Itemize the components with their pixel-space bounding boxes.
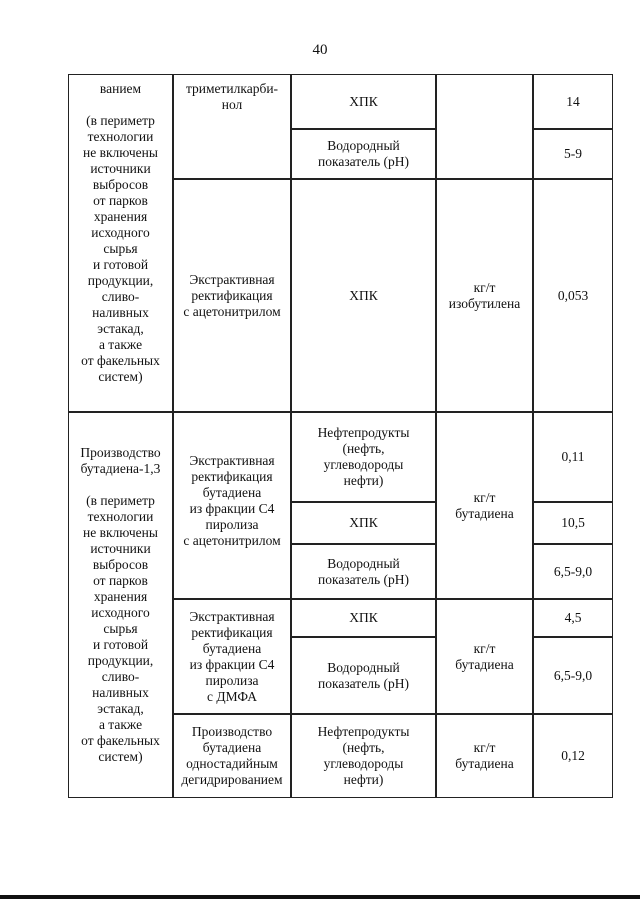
value-label: 6,5-9,0 xyxy=(553,667,593,683)
value-cell xyxy=(533,599,613,637)
unit-cell xyxy=(436,179,533,412)
pollutant-label: ХПК xyxy=(349,515,378,530)
pollutant-label: Нефтепродукты (нефть, углеводороды нефти) xyxy=(317,724,410,787)
process-cell-continued xyxy=(68,74,173,412)
technology-cell xyxy=(173,74,291,179)
value-cell xyxy=(533,74,613,129)
value-label: 4,5 xyxy=(564,610,582,625)
pollutant-cell xyxy=(291,74,436,129)
value-label: 5-9 xyxy=(564,146,582,161)
process-label: Производство бутадиена-1,3 (в периметр технологии не включены источники выбросов от парков хранения исходного сырья и готовой продукции, сливо- наливных эстакад, а также от факельных систем) xyxy=(80,445,161,764)
process-cell-butadiene xyxy=(68,412,173,798)
pollutant-cell xyxy=(291,599,436,637)
technology-cell xyxy=(173,179,291,412)
value-cell xyxy=(533,129,613,179)
pollutant-label: Нефтепродукты (нефть, углеводороды нефти) xyxy=(317,425,410,488)
technology-cell xyxy=(173,599,291,714)
value-cell xyxy=(533,714,613,798)
pollutant-label: Водородный показатель (рН) xyxy=(318,659,409,691)
value-label: 6,5-9,0 xyxy=(553,563,593,579)
value-label: 10,5 xyxy=(561,515,585,530)
value-cell xyxy=(533,179,613,412)
pollutant-cell xyxy=(291,714,436,798)
value-label: 0,12 xyxy=(561,748,585,763)
pollutant-label: ХПК xyxy=(349,287,378,303)
unit-cell xyxy=(436,412,533,599)
pollutant-cell xyxy=(291,544,436,599)
unit-cell xyxy=(436,599,533,714)
unit-label: кг/т бутадиена xyxy=(455,640,514,672)
pollutant-label: ХПК xyxy=(349,610,378,625)
unit-cell xyxy=(436,714,533,798)
value-label: 14 xyxy=(566,93,580,109)
value-label: 0,053 xyxy=(557,287,589,303)
pollutant-cell xyxy=(291,179,436,412)
technology-label: Экстрактивная ректификация бутадиена из фракции С4 пиролиза с ацетонитрилом xyxy=(183,453,281,548)
technology-label: Экстрактивная ректификация бутадиена из фракции С4 пиролиза с ДМФА xyxy=(189,608,275,704)
technology-label: Экстрактивная ректификация с ацетонитрилом xyxy=(183,271,281,319)
value-cell xyxy=(533,637,613,714)
unit-label: кг/т бутадиена xyxy=(455,489,514,521)
pollutant-label: Водородный показатель (рН) xyxy=(318,555,409,587)
technology-label: Производство бутадиена одностадийным дегидрированием xyxy=(181,724,283,787)
pollutant-label: Водородный показатель (рН) xyxy=(318,138,409,169)
pollutant-cell xyxy=(291,502,436,544)
value-label: 0,11 xyxy=(561,449,585,464)
unit-cell-empty xyxy=(436,74,533,179)
process-label: ванием (в периметр технологии не включены источники выбросов от парков хранения исходного сырья и готовой продукции, сливо- наливных эстакад, а также от факельных систем) xyxy=(81,81,160,384)
technology-cell xyxy=(173,714,291,798)
value-cell xyxy=(533,544,613,599)
pollutant-label: ХПК xyxy=(349,93,378,109)
pollutant-cell xyxy=(291,412,436,502)
unit-label: кг/т бутадиена xyxy=(455,740,514,771)
emissions-table xyxy=(68,74,613,798)
technology-label: триметилкарби- нол xyxy=(185,81,279,112)
scan-edge-bar xyxy=(0,895,640,899)
unit-label: кг/т изобутилена xyxy=(448,279,521,311)
value-cell xyxy=(533,412,613,502)
pollutant-cell xyxy=(291,637,436,714)
value-cell xyxy=(533,502,613,544)
technology-cell xyxy=(173,412,291,599)
page-number: 40 xyxy=(312,42,328,58)
pollutant-cell xyxy=(291,129,436,179)
